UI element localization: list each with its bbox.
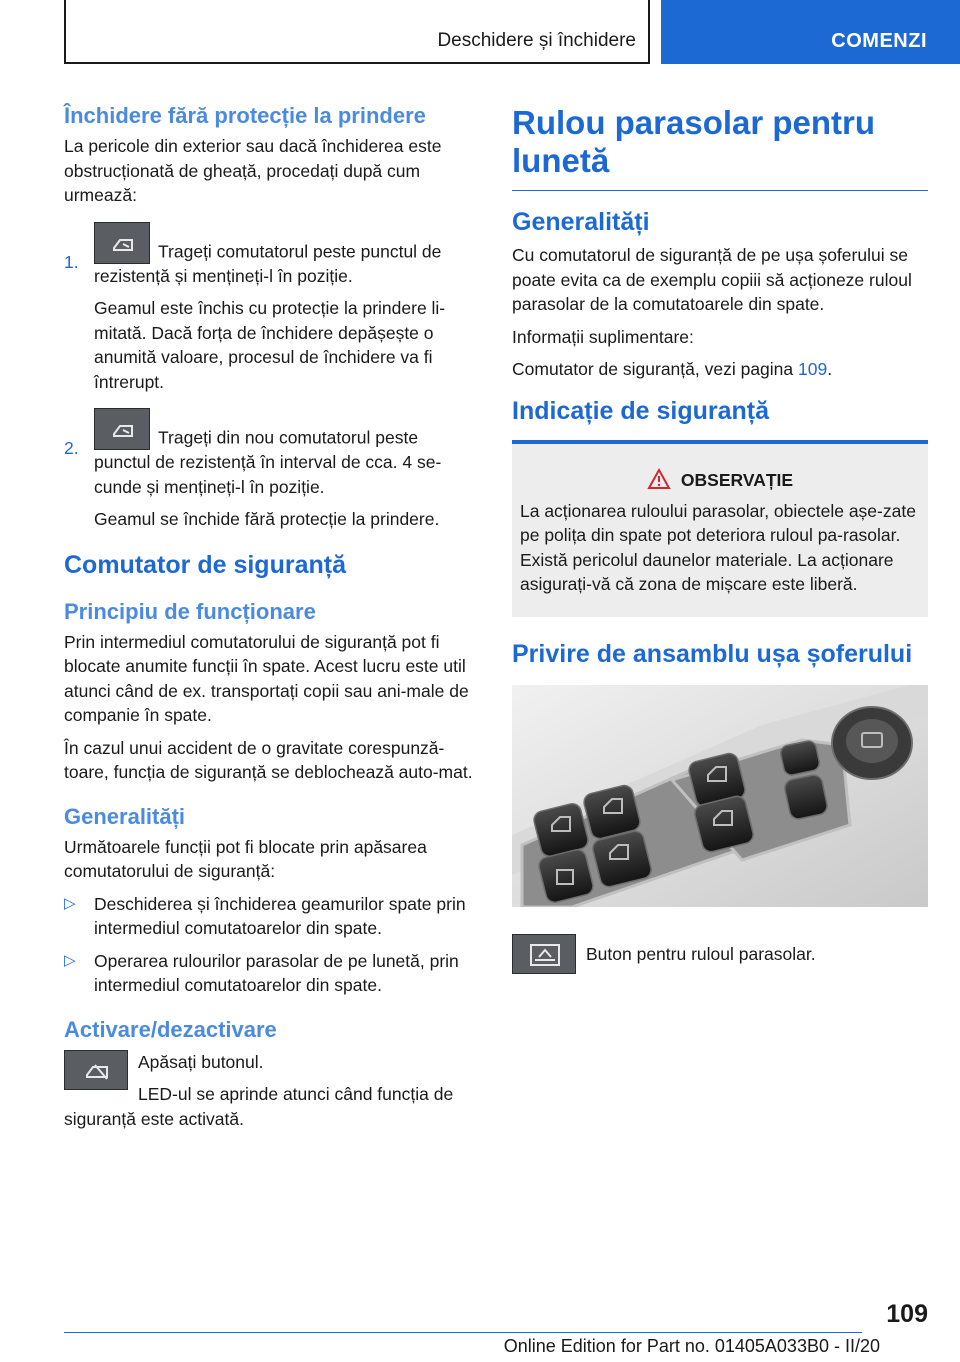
step-number: 1. bbox=[64, 251, 79, 272]
notice-box bbox=[512, 440, 928, 617]
left-column bbox=[64, 98, 478, 1139]
paragraph-general: Cu comutatorul de siguranță de pe ușa șoferului se poate evita ca de exemplu copiii să acționeze ruloul parasolar de la comutatoarele din spate. bbox=[512, 245, 912, 314]
header-chapter-tab[interactable] bbox=[661, 0, 960, 64]
step-detail-text: Geamul este închis cu protecție la prindere li‐mitată. Dacă forța de închidere depășește o anumită valoare, procesul de închidere va fi întrerupt. bbox=[94, 298, 446, 392]
subheading-general: Generalități bbox=[64, 803, 186, 829]
step-2 bbox=[64, 408, 478, 532]
caption-row bbox=[512, 934, 928, 978]
list-item: ▷ Deschiderea și închiderea geamurilor spate prin intermediul comutatoarelor din spate. bbox=[64, 893, 466, 938]
page-link[interactable]: 109 bbox=[798, 359, 828, 379]
bullet-triangle-icon: ▷ bbox=[64, 951, 76, 969]
subheading-function-principle: Principiu de funcționare bbox=[64, 598, 316, 624]
step-detail-text: Geamul se închide fără protecție la prindere. bbox=[94, 509, 440, 529]
paragraph-general: Următoarele funcții pot fi blocate prin apăsarea comutatorului de siguranță: bbox=[64, 836, 427, 881]
paragraph-more-info: Informații suplimentare: bbox=[512, 326, 694, 347]
bullet-triangle-icon: ▷ bbox=[64, 894, 76, 912]
footer-divider bbox=[64, 1332, 862, 1333]
step-number: 2. bbox=[64, 438, 79, 458]
step-lead-text: Trageți comutatorul peste punctul de rezistență și mențineți-l în poziție. bbox=[94, 241, 442, 286]
heading-safety-switch: Comutator de siguranță bbox=[64, 550, 346, 579]
heading-closing-without-protection: Închidere fără protecție la prindere bbox=[64, 103, 426, 128]
heading-general: Generalități bbox=[512, 208, 650, 236]
paragraph-principle-1: Prin intermediul comutatorului de siguranță pot fi blocate anumite funcții în spate. Acest lucru este util atunci când de ex. transportați copii sau ani‐male de companie în spate. bbox=[64, 631, 469, 725]
heading-rear-window-sunblind: Rulou parasolar pentru lunetă bbox=[512, 104, 876, 179]
activation-step-2: LED-ul se aprinde atunci când funcția de siguranță este activată. bbox=[64, 1084, 454, 1129]
heading-safety-notice: Indicație de siguranță bbox=[512, 396, 770, 425]
driver-door-switch-panel-image bbox=[512, 685, 928, 907]
warning-icon bbox=[647, 468, 671, 490]
list-item: ▷ Operarea rulourilor parasolar de pe lunetă, prin intermediul comutatoarelor din spate. bbox=[64, 950, 459, 995]
header-chapter-label: COMENZI bbox=[831, 30, 927, 52]
step-lead-text: Trageți din nou comutatorul peste punctul de rezistență în interval de cca. 4 se‐cunde și mențineți-l în poziție. bbox=[94, 427, 442, 497]
step-1 bbox=[64, 222, 478, 395]
notice-title: OBSERVAȚIE bbox=[680, 469, 794, 490]
child-lock-icon bbox=[64, 1050, 128, 1090]
right-column bbox=[512, 98, 928, 978]
notice-text: La acționarea ruloului parasolar, obiectele așe‐zate pe polița din spate pot deteriora ruloul pa‐rasolar. Există pericolul daunelor materiale. La acționare asigurați-vă că zona de mișcare este liberă. bbox=[520, 500, 916, 594]
activation-step-1: Apăsați butonul. bbox=[138, 1051, 264, 1072]
page-number: 109 bbox=[886, 1300, 928, 1328]
subheading-activation: Activare/dezactivare bbox=[64, 1016, 277, 1042]
window-switch-icon bbox=[94, 222, 150, 264]
heading-driver-door-overview: Privire de ansamblu ușa șoferului bbox=[512, 639, 913, 668]
window-switch-icon bbox=[94, 408, 150, 450]
activation-block bbox=[64, 1050, 478, 1132]
header-frame bbox=[64, 0, 650, 64]
intro-paragraph: La pericole din exterior sau dacă închiderea este obstrucționată de gheață, procedați după cum urmează: bbox=[64, 136, 442, 205]
heading-divider bbox=[512, 190, 928, 191]
sunblind-button-caption: Buton pentru ruloul parasolar. bbox=[586, 943, 816, 964]
header-section-title: Deschidere și închidere bbox=[437, 30, 636, 51]
sunblind-icon bbox=[512, 934, 576, 974]
paragraph-principle-2: În cazul unui accident de o gravitate corespunză‐toare, funcția de siguranță se deblochează auto‐mat. bbox=[64, 737, 473, 782]
footer-edition: Online Edition for Part no. 01405A033B0 - II/20 bbox=[503, 1336, 880, 1356]
paragraph-reference: Comutator de siguranță, vezi pagina 109. bbox=[512, 359, 833, 379]
